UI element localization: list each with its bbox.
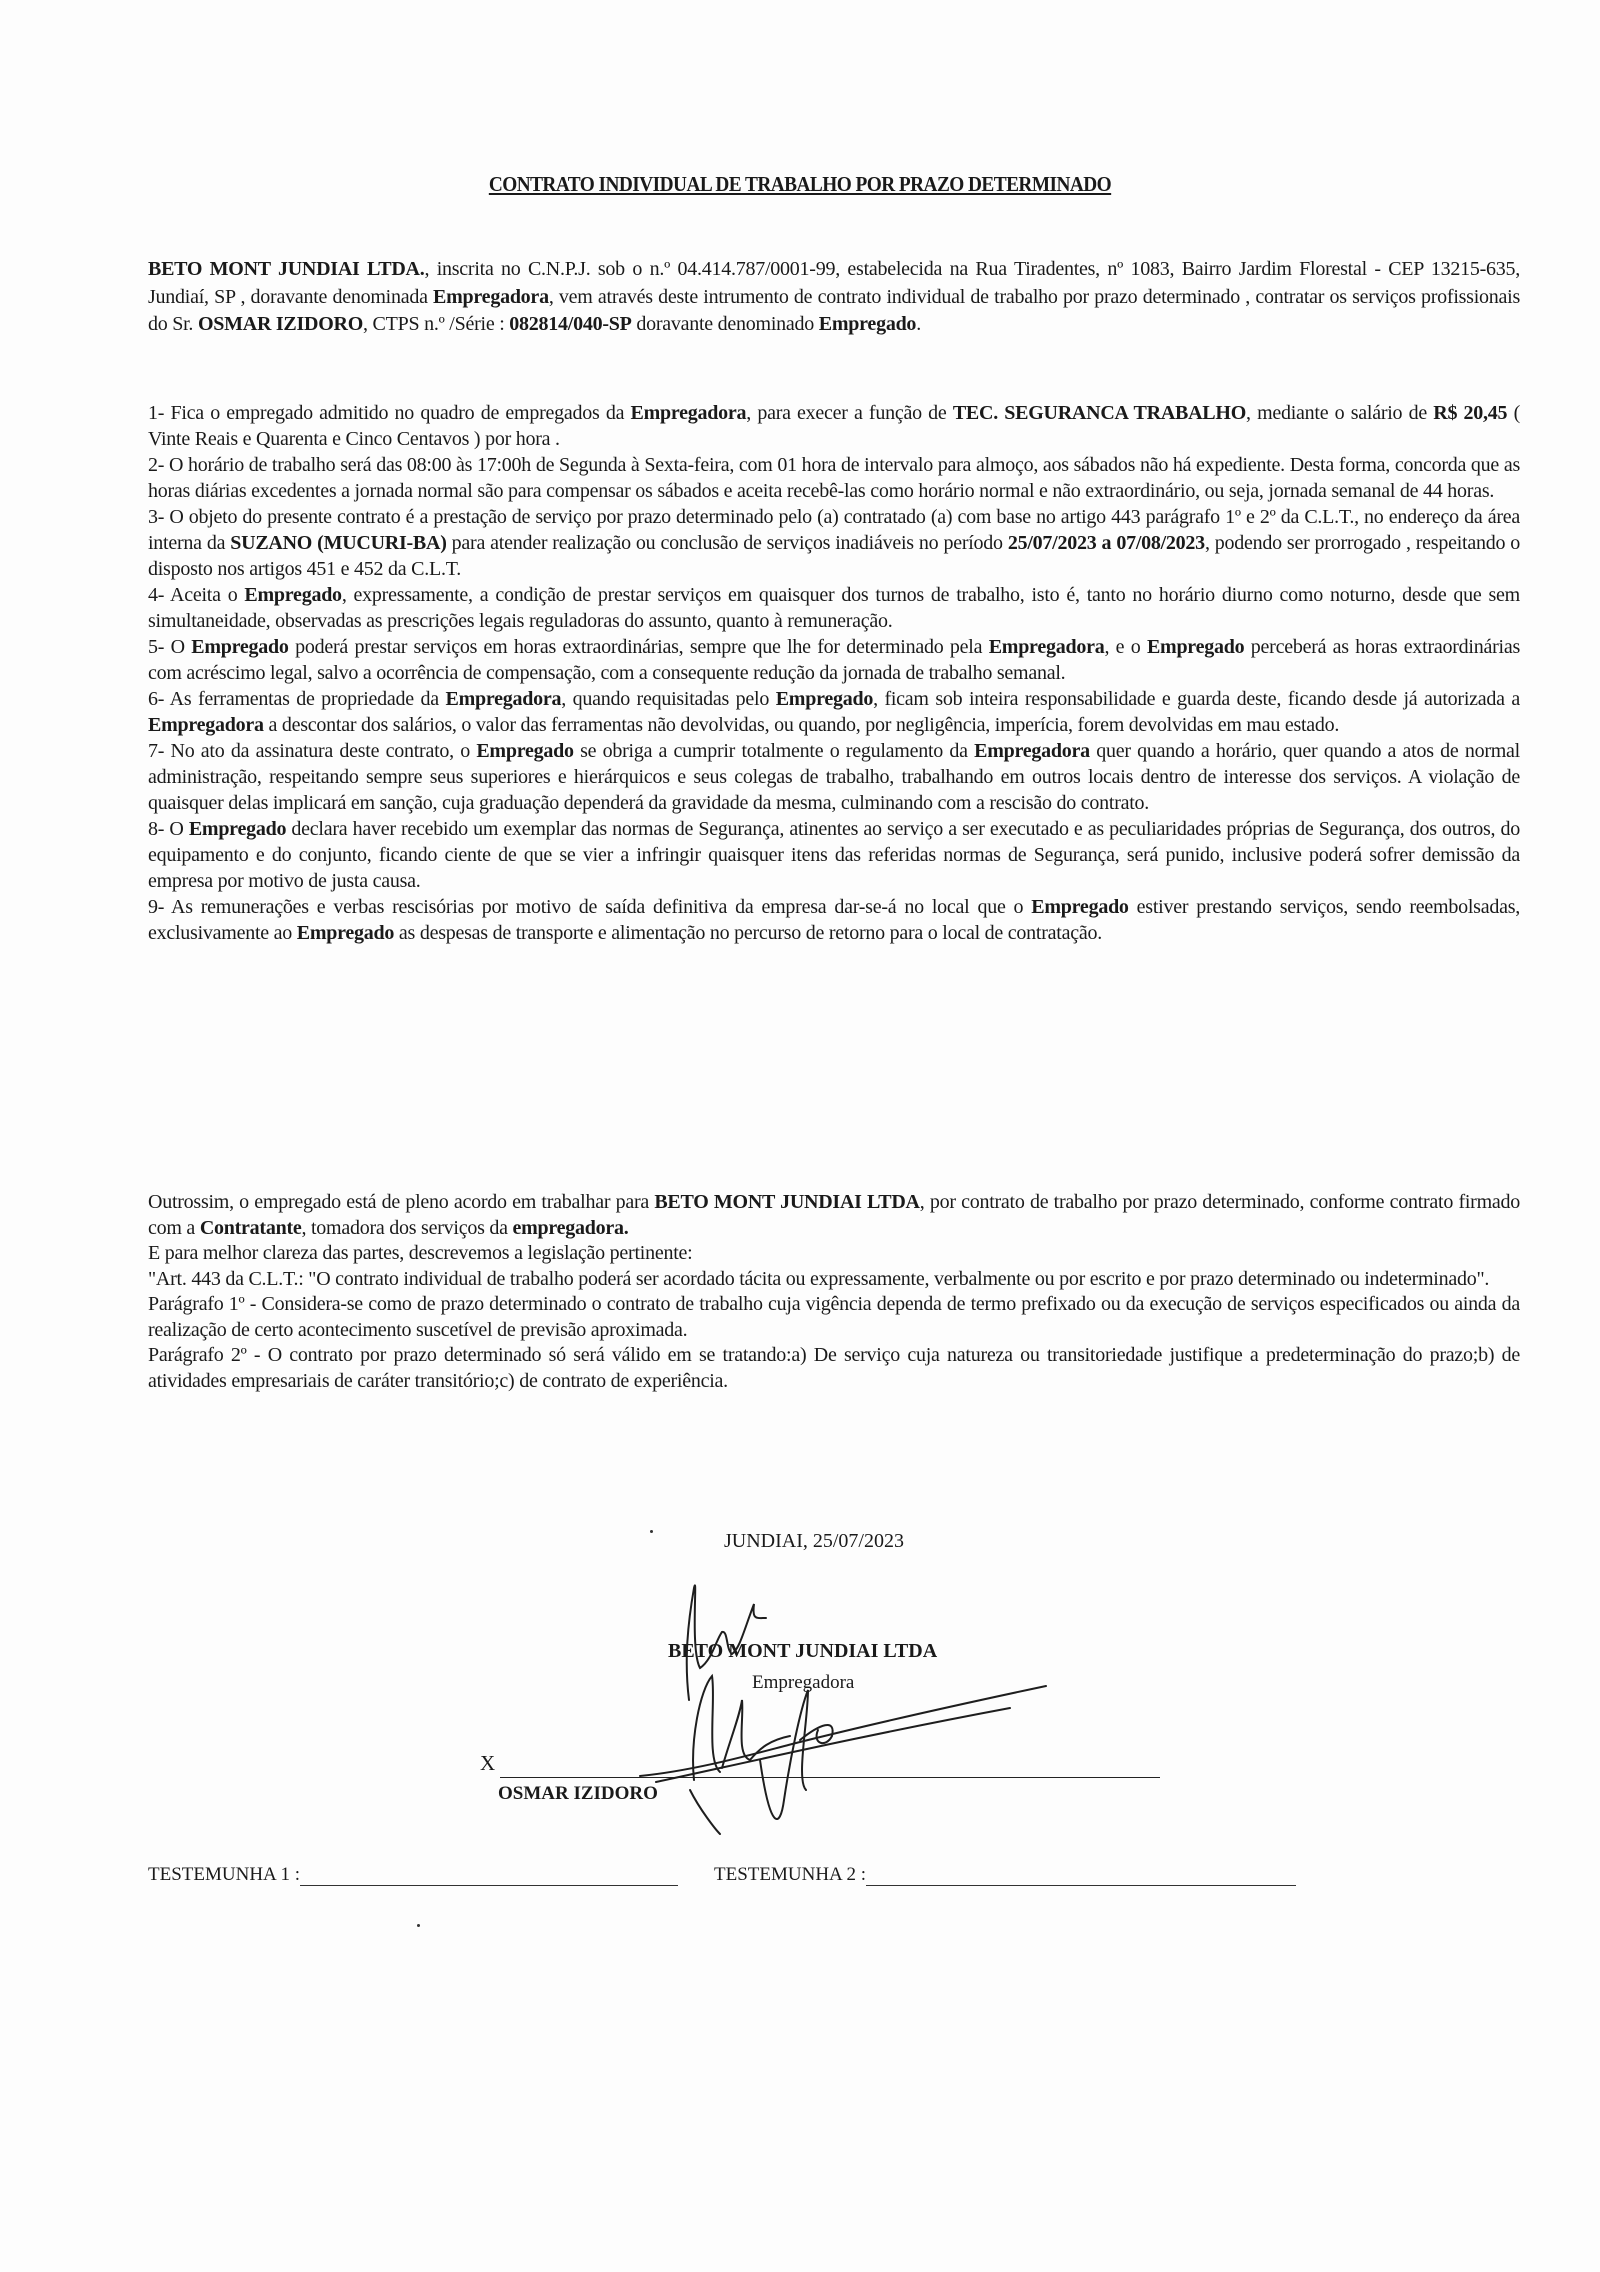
witness-1-line <box>300 1869 678 1886</box>
text-run: 7- No ato da assinatura deste contrato, o <box>148 740 477 762</box>
bold-text-run: 25/07/2023 a 07/08/2023 <box>1007 532 1205 554</box>
bold-text-run: Empregadora <box>433 285 549 308</box>
text-run: Outrossim, o empregado está de pleno acordo em trabalhar para <box>148 1191 655 1213</box>
text-run: , para execer a função de <box>746 402 953 424</box>
clause-1 <box>148 400 1520 452</box>
text-run: "Art. 443 da C.L.T.: "O contrato individual de trabalho poderá ser acordado tácita ou expressamente, verbalmente ou por escrito e por prazo determinado ou indeterminado". <box>148 1267 1490 1290</box>
text-run: quer quando a horário, quer quando a atos de normal administração, respeitando sempre seus superiores e hierárquicos e seus colegas de trabalho, trabalhando em outros locais dentro de interesse dos serviços. A violação de quaisquer delas implicará em sanção, cuja graduação dependerá da gravidade da mesma, culminando com a rescisão do contrato. <box>148 740 1520 814</box>
bold-text-run: Empregadora <box>148 714 264 736</box>
paragraph-1 <box>148 1292 1520 1343</box>
text-run: para atender realização ou conclusão de serviços inadiáveis no período <box>446 532 1008 554</box>
bold-text-run: 082814/040-SP <box>509 313 632 335</box>
text-run: , vem através deste intrumento de contrato individual de trabalho por prazo determinado , contratar os serviços profissionais do Sr. <box>148 285 1520 335</box>
bold-text-run: Empregadora <box>445 688 562 710</box>
text-run: , expressamente, a condição de prestar serviços em quaisquer dos turnos de trabalho, isto é, tanto no horário diurno como noturno, desde que sem simultaneidade, observadas as prescrições legais reguladoras do assunto, quanto à remuneração. <box>148 584 1520 632</box>
bold-text-run: Empregado <box>296 922 395 944</box>
bold-text-run: Empregadora <box>988 636 1105 658</box>
text-run: E para melhor clareza das partes, descrevemos a legislação pertinente: <box>148 1242 693 1264</box>
text-run: , ficam sob inteira responsabilidade e guarda deste, ficando desde já autorizada a <box>873 688 1520 710</box>
text-run: estiver prestando serviços, sendo reembolsadas, exclusivamente ao <box>148 896 1520 944</box>
witness-2-label: TESTEMUNHA 2 : <box>714 1864 866 1885</box>
bold-text-run: OSMAR IZIDORO <box>197 313 364 335</box>
witness-2-line <box>866 1869 1296 1886</box>
bold-text-run: BETO MONT JUNDIAI LTDA <box>654 1191 920 1213</box>
document-title: CONTRATO INDIVIDUAL DE TRABALHO POR PRAZO DETERMINADO <box>488 172 1112 196</box>
witness-1-label: TESTEMUNHA 1 : <box>148 1864 300 1885</box>
bold-text-run: Empregado <box>1146 636 1245 658</box>
clause-2 <box>148 452 1520 504</box>
employer-role: Empregadora <box>752 1672 855 1693</box>
intro-text <box>148 256 1520 339</box>
employer-company-name: BETO MONT JUNDIAI LTDA <box>668 1640 938 1662</box>
text-run: , inscrita no C.N.P.J. sob o n.º 04.414.787/0001-99, estabelecida na Rua Tiradentes, nº 1083, Bairro Jardim Florestal - CEP 13215-635, Jundiaí, SP , doravante denominada <box>148 258 1520 308</box>
text-run: a descontar dos salários, o valor das ferramentas não devolvidas, ou quando, por negligência, imperícia, forem devolvidas em mau estado. <box>263 714 1340 736</box>
text-run: 4- Aceita o <box>148 584 245 606</box>
signature-x-mark: X <box>480 1751 496 1775</box>
text-run: 5- O <box>148 636 192 658</box>
employee-signature-line <box>500 1777 1160 1778</box>
text-run: , mediante o salário de <box>1246 402 1434 424</box>
text-run: Parágrafo 2º - O contrato por prazo determinado só será válido em se tratando:a) De serviço cuja natureza ou transitoriedade justifique a predeterminação do prazo;b) de atividades empresariais de caráter transitório;c) de contrato de experiência. <box>148 1344 1520 1392</box>
bold-text-run: BETO MONT JUNDIAI LTDA. <box>148 258 425 280</box>
text-run: 3- O objeto do presente contrato é a prestação de serviço por prazo determinado pelo (a) contratado (a) com base no artigo 443 parágrafo 1º e 2º da C.L.T., no endereço da área interna da <box>148 506 1520 554</box>
legislation-intro <box>148 1241 1520 1267</box>
bold-text-run: Empregadora <box>974 740 1090 762</box>
text-run: doravante denominado <box>631 313 819 335</box>
text-run: , por contrato de trabalho por prazo determinado, conforme contrato firmado com a <box>148 1191 1520 1239</box>
bold-text-run: R$ 20,45 <box>1433 402 1508 424</box>
bold-text-run: Empregado <box>244 584 342 606</box>
text-run: poderá prestar serviços em horas extraordinárias, sempre que lhe for determinado pela <box>288 636 989 658</box>
employee-signature-scribble <box>640 1676 1046 1834</box>
bold-text-run: empregadora. <box>512 1216 629 1239</box>
closing-section <box>148 1190 1520 1394</box>
text-run: , podendo ser prorrogado , respeitando o disposto nos artigos 451 e 452 da C.L.T. <box>148 532 1521 580</box>
text-run: se obriga a cumprir totalmente o regulamento da <box>573 740 975 762</box>
intro-paragraph <box>148 256 1520 339</box>
bold-text-run: Empregado <box>775 688 874 710</box>
article-443 <box>148 1267 1520 1293</box>
clause-3 <box>148 504 1520 582</box>
bold-text-run: TEC. SEGURANCA TRABALHO <box>952 402 1247 424</box>
bold-text-run: Empregado <box>476 740 574 762</box>
text-run: , tomadora dos serviços da <box>301 1216 513 1239</box>
bold-text-run: Empregado <box>818 313 917 335</box>
bold-text-run: Empregadora <box>630 402 747 424</box>
bold-text-run: SUZANO (MUCURI-BA) <box>230 532 447 554</box>
clause-5 <box>148 634 1520 686</box>
bold-text-run: Contratante <box>199 1216 302 1239</box>
clause-7 <box>148 738 1520 816</box>
text-run: , quando requisitadas pelo <box>561 688 776 710</box>
text-run: 6- As ferramentas de propriedade da <box>148 688 446 710</box>
witness-1 <box>148 1864 678 1886</box>
clause-8 <box>148 816 1520 894</box>
text-run: 1- Fica o empregado admitido no quadro de empregados da <box>148 402 631 424</box>
employee-name: OSMAR IZIDORO <box>498 1783 658 1804</box>
bold-text-run: Empregado <box>191 636 289 658</box>
text-run: perceberá as horas extraordinárias com acréscimo legal, salvo a ocorrência de compensação, com a consequente redução da jornada de trabalho semanal. <box>148 636 1520 684</box>
text-run: ( Vinte Reais e Quarenta e Cinco Centavos ) por hora . <box>148 402 1520 450</box>
text-run: 9- As remunerações e verbas rescisórias por motivo de saída definitiva da empresa dar-se-á no local que o <box>148 896 1032 918</box>
witness-2 <box>714 1864 1296 1886</box>
paragraph-2 <box>148 1343 1520 1394</box>
text-run: 8- O <box>148 818 189 840</box>
text-run: declara haver recebido um exemplar das normas de Segurança, atinentes ao serviço a ser executado e as peculiaridades próprias de Segurança, dos outros, do equipamento e do conjunto, ficando ciente de que se vier a infringir quaisquer itens das referidas normas de Segurança, será punido, inclusive poderá sofrer demissão da empresa por motivo de justa causa. <box>148 818 1520 892</box>
clause-4 <box>148 582 1520 634</box>
text-run: as despesas de transporte e alimentação no percurso de retorno para o local de contratação. <box>394 922 1102 944</box>
outrossim-paragraph <box>148 1190 1520 1241</box>
text-run: , CTPS n.º /Série : <box>363 313 510 335</box>
scan-speck <box>650 1530 653 1533</box>
text-run: . <box>916 313 921 335</box>
clause-6 <box>148 686 1520 738</box>
place-date: JUNDIAI, 25/07/2023 <box>724 1530 904 1552</box>
text-run: 2- O horário de trabalho será das 08:00 às 17:00h de Segunda à Sexta-feira, com 01 hora de intervalo para almoço, aos sábados não há expediente. Desta forma, concorda que as horas diárias excedentes a jornada normal são para compensar os sábados e aceita recebê-las como horário normal e não extraordinário, ou seja, jornada semanal de 44 horas. <box>148 454 1520 502</box>
scan-speck <box>417 1924 420 1927</box>
bold-text-run: Empregado <box>1031 896 1129 918</box>
clause-9 <box>148 894 1520 946</box>
bold-text-run: Empregado <box>188 818 287 840</box>
text-run: , e o <box>1104 636 1147 658</box>
text-run: Parágrafo 1º - Considera-se como de prazo determinado o contrato de trabalho cuja vigência dependa de termo prefixado ou da execução de serviços especificados ou ainda da realização de certo acontecimento suscetível de previsão aproximada. <box>148 1293 1520 1341</box>
clauses-list <box>148 400 1520 946</box>
